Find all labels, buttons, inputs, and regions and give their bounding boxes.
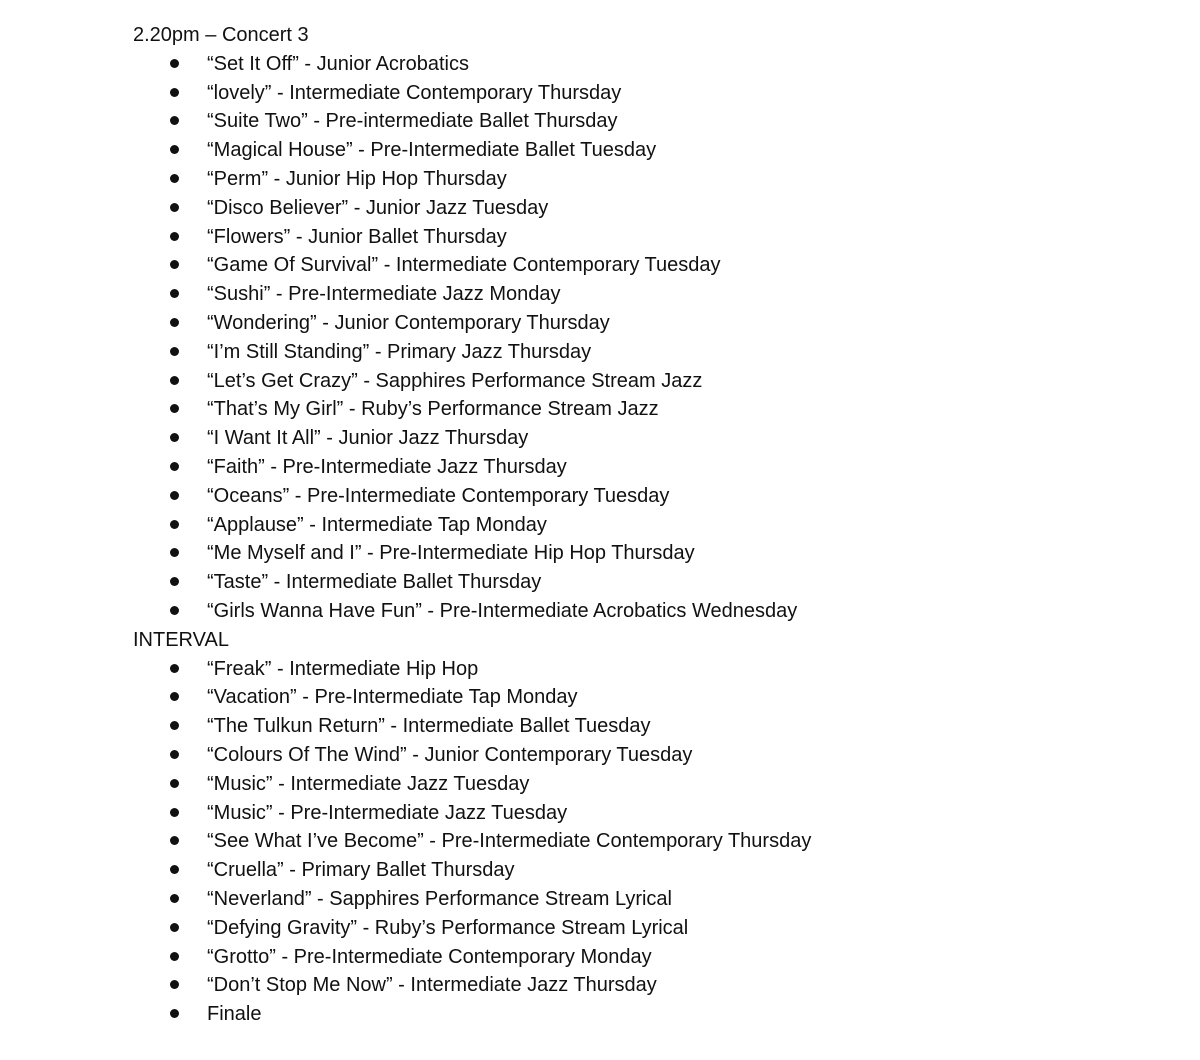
item-text: “Freak” - Intermediate Hip Hop (207, 657, 479, 680)
item-text: “Neverland” - Sapphires Performance Stream Lyrical (207, 887, 672, 910)
item-text: “See What I’ve Become” - Pre-Intermediate Contemporary Thursday (207, 830, 812, 853)
list-item (133, 539, 1173, 568)
item-text: “Applause” - Intermediate Tap Monday (207, 513, 547, 536)
list-item (133, 50, 1173, 79)
item-text: “Suite Two” - Pre-intermediate Ballet Thursday (207, 110, 618, 133)
list-item (133, 367, 1173, 396)
second-half-list (133, 655, 1173, 1029)
item-text: “I Want It All” - Junior Jazz Thursday (207, 427, 529, 450)
item-text: “Colours Of The Wind” - Junior Contemporary Tuesday (207, 743, 693, 766)
item-text: “Magical House” - Pre-Intermediate Ballet Tuesday (207, 139, 657, 162)
bullet-icon (170, 59, 179, 68)
concert-heading: 2.20pm – Concert 3 (133, 24, 309, 46)
bullet-icon (170, 692, 179, 701)
item-text: “Taste” - Intermediate Ballet Thursday (207, 571, 542, 594)
bullet-icon (170, 721, 179, 730)
bullet-icon (170, 865, 179, 874)
bullet-icon (170, 750, 179, 759)
item-text: “Let’s Get Crazy” - Sapphires Performance Stream Jazz (207, 369, 703, 392)
list-item (133, 223, 1173, 252)
bullet-icon (170, 289, 179, 298)
list-item (133, 683, 1173, 712)
list-item (133, 971, 1173, 1000)
item-text: “Music” - Intermediate Jazz Tuesday (207, 772, 530, 795)
list-item (133, 136, 1173, 165)
item-text: “Sushi” - Pre-Intermediate Jazz Monday (207, 283, 561, 306)
bullet-icon (170, 664, 179, 673)
bullet-icon (170, 836, 179, 845)
list-item (133, 943, 1173, 972)
list-item (133, 885, 1173, 914)
bullet-icon (170, 1009, 179, 1018)
bullet-icon (170, 808, 179, 817)
list-item (133, 856, 1173, 885)
list-item (133, 770, 1173, 799)
bullet-icon (170, 433, 179, 442)
list-item (133, 1000, 1173, 1029)
item-text: “Music” - Pre-Intermediate Jazz Tuesday (207, 801, 568, 824)
document-body (133, 21, 1173, 1029)
list-item (133, 741, 1173, 770)
item-text: “Flowers” - Junior Ballet Thursday (207, 225, 507, 248)
item-text: “Perm” - Junior Hip Hop Thursday (207, 167, 507, 190)
list-item (133, 712, 1173, 741)
item-text: “Girls Wanna Have Fun” - Pre-Intermediate Acrobatics Wednesday (207, 599, 798, 622)
list-item (133, 280, 1173, 309)
bullet-icon (170, 404, 179, 413)
item-text: “Game Of Survival” - Intermediate Contemporary Tuesday (207, 254, 721, 277)
first-half-list (133, 50, 1173, 626)
list-item (133, 194, 1173, 223)
item-text: “Don’t Stop Me Now” - Intermediate Jazz Thursday (207, 974, 657, 997)
list-item (133, 165, 1173, 194)
bullet-icon (170, 577, 179, 586)
bullet-icon (170, 980, 179, 989)
item-text: “Vacation” - Pre-Intermediate Tap Monday (207, 686, 578, 709)
list-item (133, 568, 1173, 597)
list-item (133, 914, 1173, 943)
item-text: “lovely” - Intermediate Contemporary Thursday (207, 81, 622, 104)
item-text: “The Tulkun Return” - Intermediate Ballet Tuesday (207, 715, 651, 738)
list-item (133, 482, 1173, 511)
bullet-icon (170, 174, 179, 183)
list-item (133, 655, 1173, 684)
bullet-icon (170, 520, 179, 529)
item-text: “That’s My Girl” - Ruby’s Performance Stream Jazz (207, 398, 659, 421)
bullet-icon (170, 952, 179, 961)
item-text: “Grotto” - Pre-Intermediate Contemporary Monday (207, 945, 652, 968)
bullet-icon (170, 145, 179, 154)
list-item (133, 453, 1173, 482)
list-item (133, 309, 1173, 338)
item-text: “Defying Gravity” - Ruby’s Performance Stream Lyrical (207, 916, 689, 939)
list-item (133, 79, 1173, 108)
list-item (133, 511, 1173, 540)
bullet-icon (170, 318, 179, 327)
list-item (133, 338, 1173, 367)
item-text: “Faith” - Pre-Intermediate Jazz Thursday (207, 455, 567, 478)
bullet-icon (170, 606, 179, 615)
item-text: “Me Myself and I” - Pre-Intermediate Hip Hop Thursday (207, 542, 695, 565)
list-item (133, 424, 1173, 453)
item-text: “Set It Off” - Junior Acrobatics (207, 52, 469, 75)
list-item (133, 107, 1173, 136)
item-text: “Wondering” - Junior Contemporary Thursday (207, 311, 610, 334)
list-item (133, 597, 1173, 626)
item-text: “Disco Believer” - Junior Jazz Tuesday (207, 196, 549, 219)
item-text: “Oceans” - Pre-Intermediate Contemporary Tuesday (207, 484, 670, 507)
list-item (133, 251, 1173, 280)
item-text: “Cruella” - Primary Ballet Thursday (207, 859, 515, 882)
bullet-icon (170, 491, 179, 500)
bullet-icon (170, 894, 179, 903)
item-text: “I’m Still Standing” - Primary Jazz Thursday (207, 340, 592, 363)
item-text: Finale (207, 1003, 262, 1026)
bullet-icon (170, 923, 179, 932)
bullet-icon (170, 88, 179, 97)
bullet-icon (170, 116, 179, 125)
interval-heading: INTERVAL (133, 628, 229, 651)
list-item (133, 395, 1173, 424)
bullet-icon (170, 232, 179, 241)
bullet-icon (170, 548, 179, 557)
bullet-icon (170, 203, 179, 212)
bullet-icon (170, 779, 179, 788)
bullet-icon (170, 462, 179, 471)
bullet-icon (170, 260, 179, 269)
bullet-icon (170, 376, 179, 385)
list-item (133, 799, 1173, 828)
list-item (133, 827, 1173, 856)
bullet-icon (170, 347, 179, 356)
